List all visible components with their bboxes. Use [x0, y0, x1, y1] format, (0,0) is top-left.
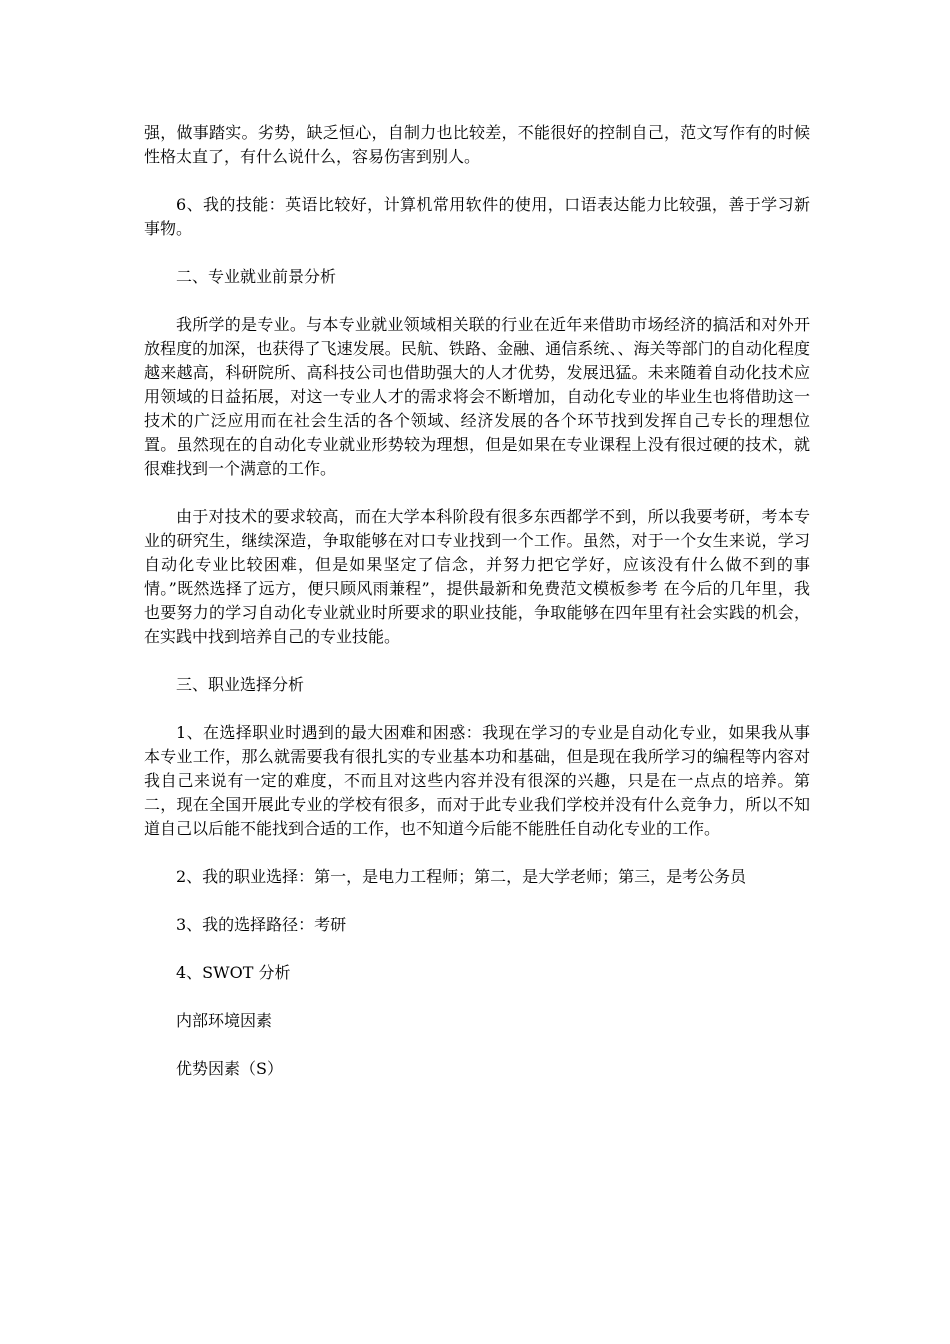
paragraph-internal-factors: 内部环境因素	[176, 1011, 273, 1030]
document-body	[144, 121, 810, 1105]
paragraph-swot-heading: 4、SWOT 分析	[176, 963, 291, 982]
paragraph-strengths: 优势因素（S）	[176, 1059, 283, 1078]
paragraph-difficulties: 1、在选择职业时遇到的最大困难和困惑：我现在学习的专业是自动化专业，如果我从事本专业工作，那么就需要我有很扎实的专业基本功和基础，但是现在我所学习的编程等内容对我自己来说有一定的难度，不而且对这些内容并没有很深的兴趣，只是在一点点的培养。第二，现在全国开展此专业的学校有很多，而对于此专业我们学校并没有什么竞争力，所以不知道自己以后能不能找到合适的工作，也不知道今后能不能胜任自动化专业的工作。	[144, 723, 810, 838]
paragraph-skills: 6、我的技能：英语比较好，计算机常用软件的使用，口语表达能力比较强，善于学习新事物。	[144, 195, 810, 238]
paragraph-graduate-plan: 由于对技术的要求较高，而在大学本科阶段有很多东西都学不到，所以我要考研，考本专业的研究生，继续深造，争取能够在对口专业找到一个工作。虽然，对于一个女生来说，学习自动化专业比较困难，但是如果坚定了信念，并努力把它学好，应该没有什么做不到的事情。”既然选择了远方，便只顾风雨兼程”，提供最新和免费范文模板参考 在今后的几年里，我也要努力的学习自动化专业就业时所要求的职业技能，争取能够在四年里有社会实践的机会，在实践中找到培养自己的专业技能。	[144, 507, 810, 646]
paragraph-career-path: 3、我的选择路径：考研	[176, 915, 347, 934]
paragraph-continuation: 强，做事踏实。劣势，缺乏恒心，自制力也比较差，不能很好的控制自己，范文写作有的时候性格太直了，有什么说什么，容易伤害到别人。	[144, 123, 810, 166]
section-heading-career-choice: 三、职业选择分析	[176, 675, 305, 694]
paragraph-career-options: 2、我的职业选择：第一，是电力工程师；第二，是大学老师；第三，是考公务员	[176, 867, 747, 886]
section-heading-employment-prospects: 二、专业就业前景分析	[176, 267, 337, 286]
paragraph-major-prospects: 我所学的是专业。与本专业就业领域相关联的行业在近年来借助市场经济的搞活和对外开放程度的加深，也获得了飞速发展。民航、铁路、金融、通信系统、、海关等部门的自动化程度越来越高，科研院所、高科技公司也借助强大的人才优势，发展迅猛。未来随着自动化技术应用领域的日益拓展，对这一专业人才的需求将会不断增加，自动化专业的毕业生也将借助这一技术的广泛应用而在社会生活的各个领域、经济发展的各个环节找到发挥自己专长的理想位置。虽然现在的自动化专业就业形势较为理想，但是如果在专业课程上没有很过硬的技术，就很难找到一个满意的工作。	[144, 315, 810, 478]
